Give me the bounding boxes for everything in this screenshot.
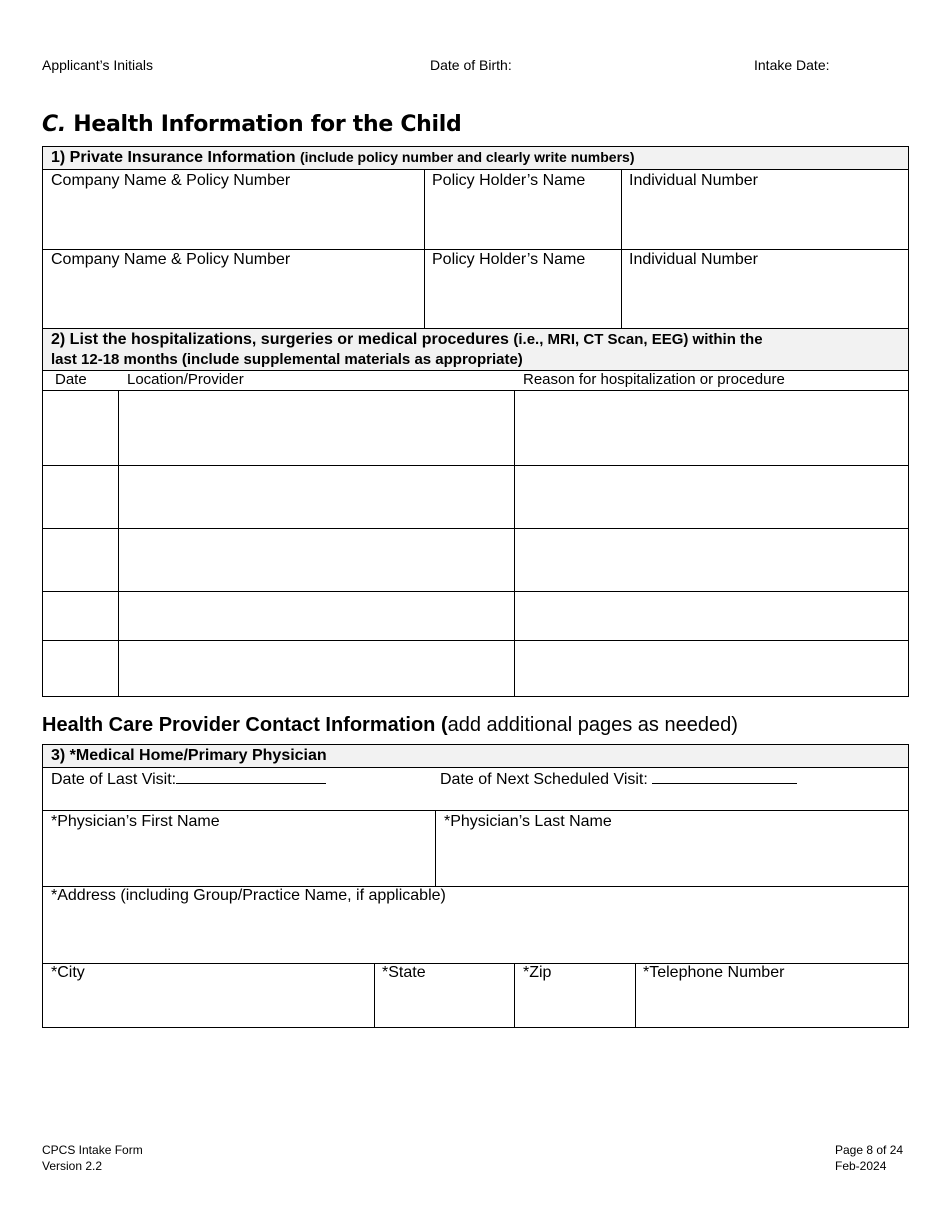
physician-table <box>42 744 909 1028</box>
last-visit-row <box>51 769 326 789</box>
insurance-heading-row <box>43 147 908 169</box>
reason-column-header: Reason for hospitalization or procedure <box>523 371 785 388</box>
table-row <box>43 591 908 592</box>
table-row <box>43 465 908 466</box>
city-label: *City <box>51 964 85 981</box>
form-name: CPCS Intake Form <box>42 1143 143 1157</box>
individual-number-label-2: Individual Number <box>629 251 758 268</box>
company-policy-label-1: Company Name & Policy Number <box>51 172 291 189</box>
state-label: *State <box>382 964 426 981</box>
provider-section-title <box>42 714 738 737</box>
individual-number-label-1: Individual Number <box>629 172 758 189</box>
last-visit-field[interactable] <box>176 769 326 784</box>
date-of-birth-label: Date of Birth: <box>430 57 512 73</box>
footer-right <box>835 1142 903 1174</box>
address-label: *Address (including Group/Practice Name, if applicable) <box>51 887 446 904</box>
form-version: Version 2.2 <box>42 1159 103 1173</box>
revision-date: Feb-2024 <box>835 1159 887 1173</box>
company-policy-label-2: Company Name & Policy Number <box>51 251 291 268</box>
provider-title-note: add additional pages as needed) <box>447 714 738 736</box>
telephone-label: *Telephone Number <box>643 964 785 981</box>
hospital-heading-examples: (i.e., MRI, CT Scan, EEG) within the <box>513 331 763 348</box>
next-visit-label: Date of Next Scheduled Visit: <box>440 771 648 788</box>
physician-last-name-label: *Physician’s Last Name <box>444 813 612 830</box>
hospital-heading: 2) List the hospitalizations, surgeries or medical procedures <box>51 331 509 348</box>
provider-title-bold: Health Care Provider Contact Information ( <box>42 714 448 736</box>
page-number: Page 8 of 24 <box>835 1143 904 1157</box>
section-title <box>42 112 461 137</box>
health-info-table <box>42 146 909 697</box>
section-title-text: Health Information for the Child <box>73 112 462 137</box>
hospital-heading-row <box>43 329 908 370</box>
hospital-heading-line2: last 12-18 months (include supplemental materials as appropriate) <box>51 351 523 368</box>
section-letter: C. <box>42 112 66 137</box>
location-column-header: Location/Provider <box>127 371 244 388</box>
last-visit-label: Date of Last Visit: <box>51 771 177 788</box>
zip-label: *Zip <box>523 964 552 981</box>
date-column-header: Date <box>55 371 87 388</box>
next-visit-row <box>440 769 797 789</box>
physician-heading: 3) *Medical Home/Primary Physician <box>51 747 327 764</box>
applicant-initials-label: Applicant’s Initials <box>42 57 154 73</box>
next-visit-field[interactable] <box>652 769 797 784</box>
physician-first-name-label: *Physician’s First Name <box>51 813 220 830</box>
policy-holder-label-2: Policy Holder’s Name <box>432 251 586 268</box>
table-row <box>43 528 908 529</box>
physician-heading-row <box>43 745 908 767</box>
policy-holder-label-1: Policy Holder’s Name <box>432 172 586 189</box>
intake-date-label: Intake Date: <box>754 57 830 73</box>
footer-left <box>42 1142 143 1174</box>
insurance-note: (include policy number and clearly write numbers) <box>299 149 635 165</box>
insurance-heading: 1) Private Insurance Information <box>51 149 296 166</box>
table-row <box>43 640 908 641</box>
